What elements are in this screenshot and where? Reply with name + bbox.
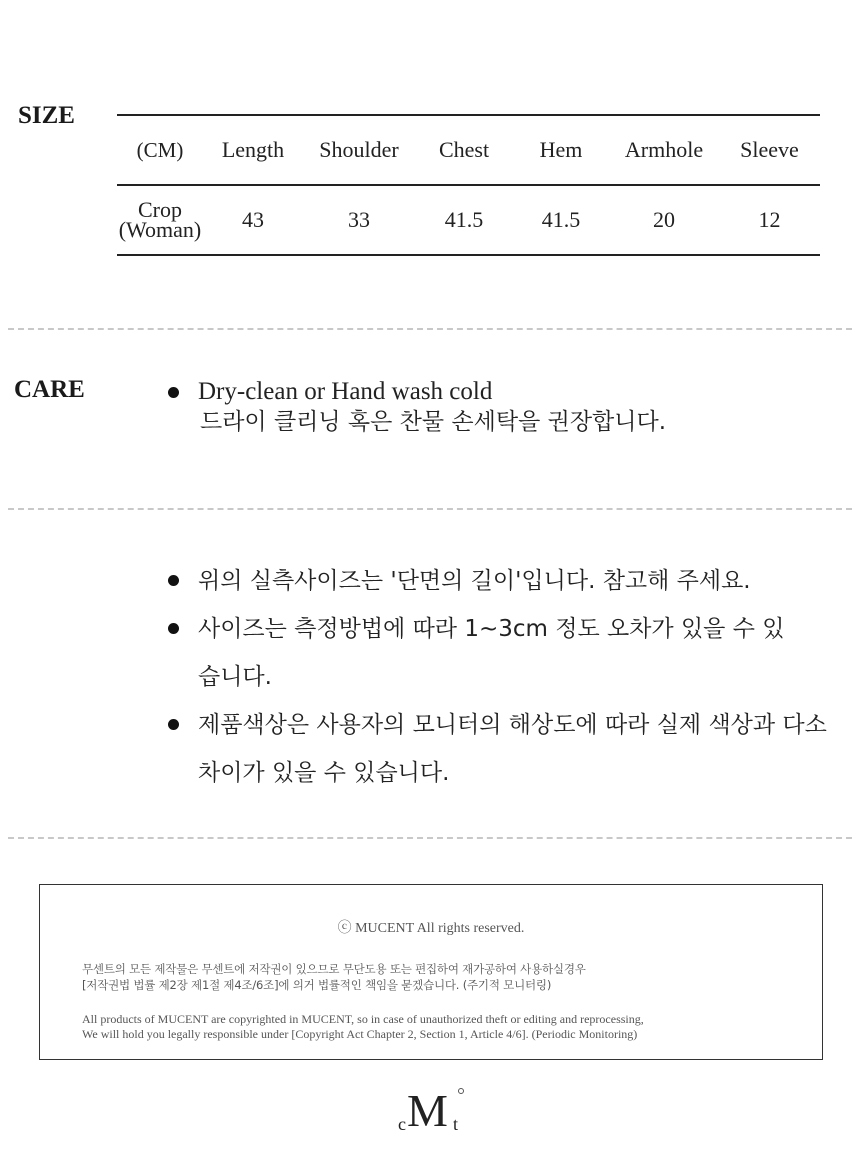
care-instruction-ko: 드라이 클리닝 혹은 찬물 손세탁을 권장합니다. <box>200 409 667 435</box>
list-item <box>168 605 798 701</box>
divider <box>8 328 852 330</box>
bullet-icon <box>168 623 179 634</box>
table-row <box>117 185 820 255</box>
value-shoulder: 33 <box>348 207 370 232</box>
note-text: 제품색상은 사용자의 모니터의 해상도에 따라 실제 색상과 다소 차이가 있을 수 있습니다. <box>198 712 827 786</box>
row-label-line2: (Woman) <box>118 217 202 242</box>
copyright-notice: ⓒ MUCENT All rights reserved. <box>337 921 525 936</box>
bullet-icon <box>168 719 179 730</box>
copyright-en-line1: All products of MUCENT are copyrighted in MUCENT, so in case of unauthorized theft or editing and reprocessing, <box>82 1012 644 1026</box>
header-hem: Hem <box>539 137 583 162</box>
size-table-header-row <box>117 115 820 185</box>
value-chest: 41.5 <box>444 207 484 232</box>
logo-dot-icon <box>458 1088 464 1094</box>
row-label <box>117 185 203 255</box>
header-shoulder: Shoulder <box>319 137 399 162</box>
size-section-label: SIZE <box>18 102 75 129</box>
list-item <box>168 701 853 797</box>
bullet-icon <box>168 387 179 398</box>
logo-letter-m: M <box>407 1085 448 1136</box>
list-item <box>168 557 848 605</box>
copyright-ko-line2: [저작권법 법률 제2장 제1절 제4조/6조]에 의거 법률적인 책임을 묻겠습니다. (주기적 모니터링) <box>82 978 552 992</box>
value-hem: 41.5 <box>541 207 581 232</box>
copyright-box <box>39 884 823 1060</box>
divider <box>8 508 852 510</box>
value-length: 43 <box>242 207 264 232</box>
care-instruction-en: Dry-clean or Hand wash cold <box>198 378 493 405</box>
care-section-label: CARE <box>14 376 85 403</box>
row-label-line1: Crop <box>138 197 182 222</box>
copyright-ko-line1: 무센트의 모든 제작물은 무센트에 저작권이 있으므로 무단도용 또는 편집하여 재가공하여 사용하실경우 <box>82 962 586 976</box>
value-sleeve: 12 <box>758 207 781 232</box>
logo-letter-c: c <box>398 1114 406 1134</box>
note-text: 위의 실측사이즈는 '단면의 길이'입니다. 참고해 주세요. <box>198 568 751 594</box>
logo-letter-t: t <box>453 1114 459 1134</box>
header-sleeve: Sleeve <box>740 137 799 162</box>
size-table <box>117 114 820 256</box>
copyright-en-line2: We will hold you legally responsible under [Copyright Act Chapter 2, Section 1, Article 4/6]. (Periodic Monitoring) <box>82 1027 638 1041</box>
notes-list <box>168 557 848 797</box>
divider <box>8 837 852 839</box>
header-armhole: Armhole <box>624 137 704 162</box>
header-chest: Chest <box>438 137 490 162</box>
brand-logo <box>398 1085 468 1138</box>
bullet-icon <box>168 575 179 586</box>
value-armhole: 20 <box>653 207 675 232</box>
note-text: 사이즈는 측정방법에 따라 1~3cm 정도 오차가 있을 수 있습니다. <box>198 616 785 690</box>
header-length: Length <box>221 137 285 162</box>
header-unit: (CM) <box>136 137 184 162</box>
